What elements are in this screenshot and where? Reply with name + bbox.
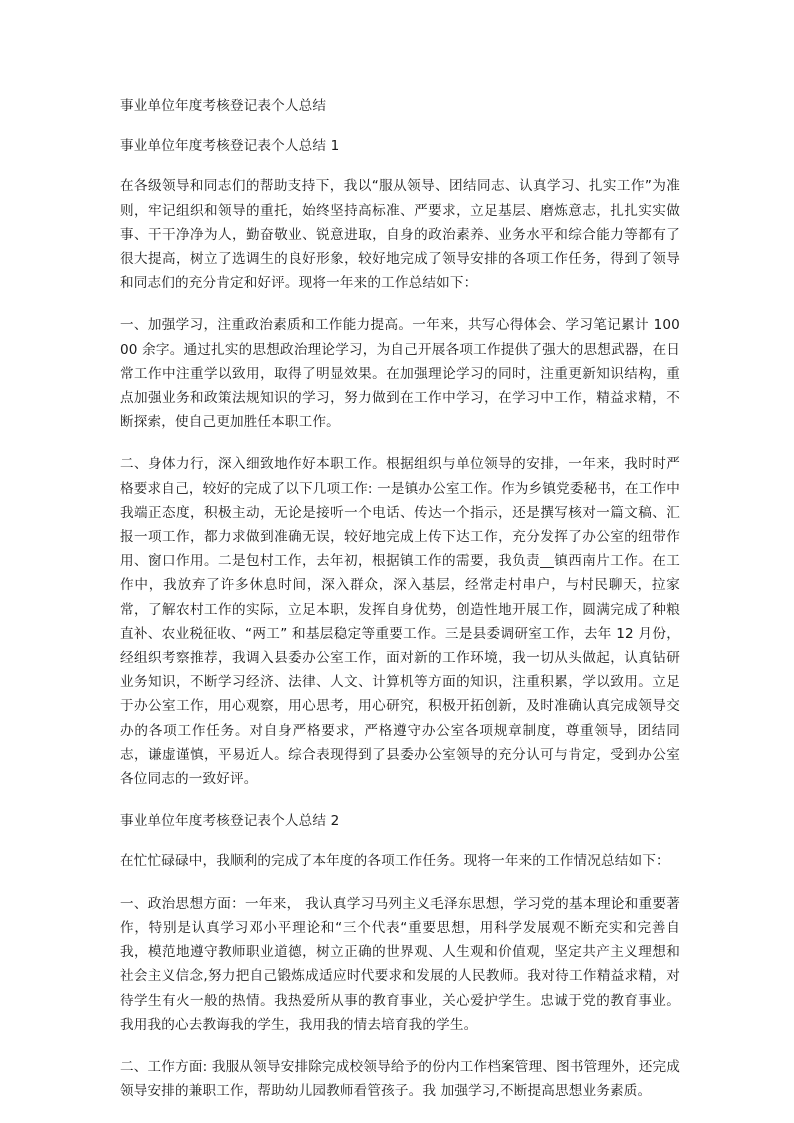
section-heading-2: 事业单位年度考核登记表个人总结 2 xyxy=(120,813,340,830)
paragraph: 一、加强学习，注重政治素质和工作能力提高。一年来，共写心得体会、学习笔记累计 10000 余字。通过扎实的思想政治理论学习，为自己开展各项工作提供了强大的思想武器，在日常工作中注重学以致用，取得了明显效果。在加强理论学习的同时，注重更新知识结构，重点加强业务和政策法规知识的学习，努力做到在工作中学习，在学习中工作，精益求精，不断探索，使自己更加胜任本职工作。 xyxy=(120,317,680,431)
document-page xyxy=(120,94,680,1121)
document-title: 事业单位年度考核登记表个人总结 xyxy=(120,98,327,114)
paragraph: 二、身体力行，深入细致地作好本职工作。根据组织与单位领导的安排，一年来，我时时严格要求自己，较好的完成了以下几项工作: 一是镇办公室工作。作为乡镇党委秘书，在工作中我端正态度，积极主动，无论是接听一个电话、传达一个指示，还是撰写核对一篇文稿、汇报一项工作，都力求做到准确无误，较好地完成上传下达工作，充分发挥了办公室的纽带作用、窗口作用。二是包村工作，去年初，根据镇工作的需要，我负责__镇西南片工作。在工作中，我放弃了许多休息时间，深入群众，深入基层，经常走村串户，与村民聊天，拉家常，了解农村工作的实际，立足本职，发挥自身优势，创造性地开展工作，圆满完成了种粮直补、农业税征收、“两工” 和基层稳定等重要工作。三是县委调研室工作，去年 12 月份，经组织考察推荐，我调入县委办公室工作，面对新的工作环境，我一切从头做起，认真钻研业务知识，不断学习经济、法律、人文、计算机等方面的知识，注重积累，学以致用。立足于办公室工作，用心观察，用心思考，用心研究，积极开拓创新，及时准确认真完成领导交办的各项工作任务。对自身严格要求，严格遵守办公室各项规章制度，尊重领导，团结同志，谦虚谨慎，平易近人。综合表现得到了县委办公室领导的充分认可与肯定，受到办公室各位同志的一致好评。 xyxy=(120,456,680,788)
paragraph: 一、政治思想方面：一年来， 我认真学习马列主义毛泽东思想，学习党的基本理论和重要著作，特别是认真学习邓小平理论和“三个代表“重要思想，用科学发展观不断充实和完善自我，模范地遵守教师职业道德，树立正确的世界观、人生观和价值观，坚定共产主义理想和社会主义信念,努力把自己锻炼成适应时代要求和发展的人民教师。我对待工作精益求精，对待学生有火一般的热情。我热爱所从事的教育事业，关心爱护学生。忠诚于党的教育事业。我用我的心去教诲我的学生，我用我的情去培育我的学生。 xyxy=(120,895,680,1033)
paragraph: 在忙忙碌碌中，我顺利的完成了本年度的各项工作任务。现将一年来的工作情况总结如下： xyxy=(120,853,670,870)
section-heading-1: 事业单位年度考核登记表个人总结 1 xyxy=(120,138,340,155)
paragraph: 在各级领导和同志们的帮助支持下，我以“服从领导、团结同志、认真学习、扎实工作”为准则，牢记组织和领导的重托，始终坚持高标准、严要求，立足基层、磨炼意志，扎扎实实做事、干干净净为人，勤奋敬业、锐意进取，自身的政治素养、业务水平和综合能力等都有了很大提高，树立了选调生的良好形象，较好地完成了领导安排的各项工作任务，得到了领导和同志们的充分肯定和好评。现将一年来的工作总结如下： xyxy=(120,178,680,292)
paragraph: 二、工作方面: 我服从领导安排除完成校领导给予的份内工作档案管理、图书管理外，还完成领导安排的兼职工作，帮助幼儿园教师看管孩子。我 加强学习,不断提高思想业务素质。 xyxy=(120,1058,680,1100)
